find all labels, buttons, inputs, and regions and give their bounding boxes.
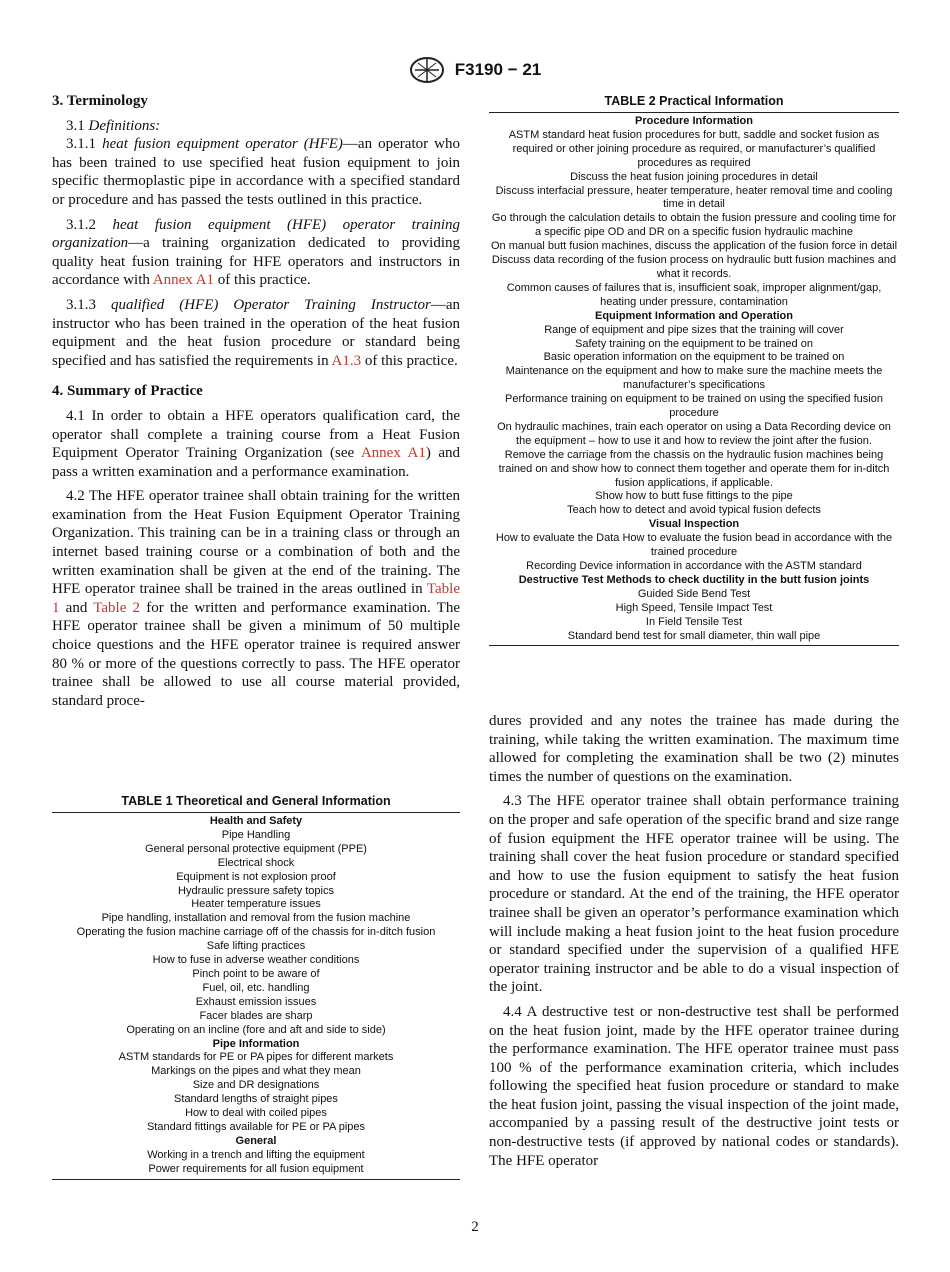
table-cell: How to deal with coiled pipes — [185, 1107, 327, 1120]
body-text: and — [59, 599, 94, 616]
definition-text: —a training organization dedicated to providing quality heat fusion training for HFE operators and instructors in accordance with — [52, 235, 460, 289]
table-cell: Exhaust emission issues — [195, 995, 317, 1008]
table-section-heading-row — [489, 574, 899, 588]
table-row — [52, 857, 460, 871]
table-cell: Discuss data recording of the fusion process on hydraulic butt fusion machines and what it records. — [491, 254, 897, 280]
defined-term: qualified (HFE) Operator Training Instructor — [110, 296, 431, 313]
definition-text: —an operator who has been trained to use specified heat fusion equipment to join specific thermoplastic pipe in accordance with a specified standard or procedure and has passed the tests outlined in this practice. — [52, 136, 460, 208]
table-cell: Discuss the heat fusion joining procedures in detail — [570, 170, 818, 183]
table-row — [52, 996, 460, 1010]
right-column — [489, 712, 899, 1170]
table-row — [52, 843, 460, 857]
table-section-heading-row — [52, 815, 460, 829]
paragraph-4-4: 4.4 A destructive test or non-destructive test shall be performed on the heat fusion joint, made by the HFE operator trainee during the performance examination. The HFE operator trainee must pass 100 % of the performance examination criteria, which includes following the specified heat fusion procedure or standard to make the heat fusion joint, passing the visual inspection of the joint made, accompanied by a passing result of the destructive joint tests or non-destructive tests (if approved by national codes or standards). The HFE operator — [489, 1003, 899, 1169]
table-cell: In Field Tensile Test — [645, 615, 743, 628]
table-row — [489, 129, 899, 171]
table-cell: On manual butt fusion machines, discuss the application of the fusion force in detail — [491, 240, 898, 253]
page-header — [0, 56, 950, 84]
section-4-heading: 4. Summary of Practice — [52, 383, 203, 400]
table-row — [52, 1093, 460, 1107]
table-section-heading: Pipe Information — [212, 1037, 300, 1050]
table-cell: Teach how to detect and avoid typical fusion defects — [567, 504, 821, 517]
table-section-heading-row — [52, 1038, 460, 1052]
table-row — [489, 393, 899, 421]
table-cell: Facer blades are sharp — [199, 1009, 313, 1022]
table-cell: Remove the carriage from the chassis on the hydraulic fusion machines being trained on and show how to connect them together and operate them for in-ditch fusion applications, if applicable. — [498, 448, 890, 489]
table-row — [489, 421, 899, 449]
table-cell: ASTM standard heat fusion procedures for butt, saddle and socket fusion as required or other joining procedure as required, or manufacturer’s qualified procedures as required — [508, 128, 880, 169]
table-row — [52, 885, 460, 899]
table-row — [52, 871, 460, 885]
table-row — [52, 912, 460, 926]
clause-number: 3.1.2 — [66, 216, 113, 233]
table-2 — [489, 112, 899, 646]
table-2-title: TABLE 2 Practical Information — [604, 94, 784, 108]
table-row — [489, 616, 899, 630]
table-row — [489, 449, 899, 491]
body-text: for the written and performance examination. The HFE operator trainee shall be given a minimum of 50 multiple choice questions and the HFE operator trainee is required answer 80 % or more of the questions correctly to pass. The HFE operator trainee shall be allowed to use all course material provided, standard proce- — [52, 599, 460, 709]
page-number: 2 — [471, 1219, 479, 1235]
paragraph-3-1-3 — [52, 296, 460, 370]
table-row — [52, 1121, 460, 1135]
annex-a1-link[interactable]: Annex A1 — [152, 272, 215, 289]
table-cell: Electrical shock — [217, 856, 295, 869]
table-cell: Standard fittings available for PE or PA pipes — [146, 1120, 366, 1133]
table-cell: Pipe handling, installation and removal from the fusion machine — [101, 912, 411, 925]
table-cell: Show how to butt fuse fittings to the pipe — [595, 490, 793, 503]
table-cell: Guided Side Bend Test — [637, 587, 751, 600]
table-cell: Equipment is not explosion proof — [176, 870, 336, 883]
table-cell: Recording Device information in accordance with the ASTM standard — [526, 560, 862, 572]
a1-3-link[interactable]: A1.3 — [331, 352, 362, 369]
table-cell: Go through the calculation details to obtain the fusion pressure and cooling time for a specific pipe OD and DR on a specific fusion hydraulic machine — [491, 212, 897, 239]
table-row — [52, 898, 460, 912]
table-row — [489, 282, 899, 310]
table-row — [489, 504, 899, 518]
defined-term: heat fusion equipment (HFE) operator training organization — [52, 216, 461, 252]
table-cell: Power requirements for all fusion equipment — [148, 1162, 364, 1175]
definition-text: of this practice. — [214, 272, 311, 289]
table-cell: Heater temperature issues — [191, 898, 321, 911]
table-row — [52, 940, 460, 954]
table-cell: Range of equipment and pipe sizes that the training will cover — [544, 323, 844, 336]
clause-label: Definitions: — [88, 117, 161, 134]
astm-logo-icon — [409, 56, 445, 84]
defined-term: heat fusion equipment operator (HFE) — [102, 136, 343, 153]
body-text: 4.2 The HFE operator trainee shall obtain training for the written examination from the Heat Fusion Equipment Operator Training Organization. This training can be in a training class or through an internet based training course or a combination of both and the written examination shall be given at the end of the training. The HFE operator trainee shall be trained in the areas outlined in — [52, 488, 460, 598]
table-cell: Pinch point to be aware of — [192, 967, 320, 980]
table-cell: Pipe Handling — [221, 828, 291, 841]
table-row — [489, 630, 899, 644]
table-row — [52, 1065, 460, 1079]
annex-a1-link[interactable]: Annex A1 — [360, 445, 426, 462]
table-row — [52, 954, 460, 968]
table-row — [52, 1010, 460, 1024]
table-section-heading: Destructive Test Methods to check ductility in the butt fusion joints — [518, 573, 870, 586]
table-row — [489, 560, 899, 574]
paragraph-4-2-continued: dures provided and any notes the trainee has made during the training, while taking the written examination. The maximum time allowed for completing the examination shall be two (2) minutes times the number of questions on the examination. — [489, 713, 899, 785]
table-row — [489, 324, 899, 338]
table-row — [489, 351, 899, 365]
clause-number: 3.1.3 — [66, 296, 111, 313]
table-row — [52, 1079, 460, 1093]
table-cell: Operating the fusion machine carriage off of the chassis for in-ditch fusion — [76, 926, 436, 939]
table-row — [52, 829, 460, 843]
paragraph-4-3: 4.3 The HFE operator trainee shall obtain performance training on the proper and safe operation of the specific brand and size range of fusion equipment the HFE operator trainee will be using. The training shall cover the heat fusion procedure or standard specified and how to use the fusion equipment to satisfy the heat fusion procedure or standard. At the end of the training, the HFE operator trainee shall be given an operator’s performance examination which will include making a heat fusion joint to the heat fusion procedure or standard specified under the supervision of a qualified HFE operator training instructor and be able to do a visual inspection of the joint. — [489, 793, 899, 996]
table-row — [489, 532, 899, 560]
table-cell: Size and DR designations — [192, 1079, 320, 1092]
table-section-heading-row — [489, 310, 899, 324]
left-column — [52, 92, 460, 710]
table-row — [489, 240, 899, 254]
table-cell: Common causes of failures that is, insufficient soak, improper alignment/gap, heating under pressure, contamination — [506, 281, 882, 308]
table-2-link[interactable]: Table 2 — [93, 599, 141, 616]
table-cell: ASTM standards for PE or PA pipes for different markets — [118, 1051, 394, 1064]
clause-number: 3.1.1 — [66, 136, 103, 153]
table-row — [489, 588, 899, 602]
table-row — [489, 490, 899, 504]
table-row — [52, 1024, 460, 1038]
definition-text: —an instructor who has been trained in the operation of the heat fusion equipment and the heat fusion procedure or standard being specified and has satisfied the requirements in — [52, 296, 460, 369]
table-cell: How to evaluate the Data How to evaluate the fusion bead in accordance with the trained procedure — [495, 532, 893, 559]
paragraph-3-1-2 — [52, 216, 460, 290]
table-cell: General personal protective equipment (PPE) — [145, 842, 367, 855]
table-row — [489, 185, 899, 213]
table-section-heading-row — [489, 518, 899, 532]
paragraph-4-1 — [52, 407, 460, 481]
paragraph-4-2 — [52, 487, 460, 710]
table-section-heading: Health and Safety — [209, 815, 303, 827]
table-section-heading: Visual Inspection — [648, 518, 740, 531]
table-row — [52, 1163, 460, 1177]
table-1-link[interactable]: Table 1 — [52, 581, 460, 616]
table-cell: Standard bend test for small diameter, thin wall pipe — [567, 629, 821, 642]
table-cell: Working in a trench and lifting the equipment — [147, 1148, 365, 1161]
table-row — [489, 602, 899, 616]
table-cell: How to fuse in adverse weather conditions — [152, 954, 360, 967]
table-row — [52, 982, 460, 996]
table-row — [489, 212, 899, 240]
table-1-title: TABLE 1 Theoretical and General Information — [121, 794, 391, 808]
table-section-heading: Equipment Information and Operation — [595, 309, 793, 322]
table-cell: Maintenance on the equipment and how to make sure the machine meets the manufacturer’s specifications — [505, 365, 883, 392]
section-3-heading: 3. Terminology — [52, 93, 148, 109]
table-cell: Discuss interfacial pressure, heater temperature, heater removal time and cooling time in detail — [495, 184, 893, 211]
table-row — [489, 171, 899, 185]
table-row — [489, 365, 899, 393]
clause-number: 3.1 — [66, 117, 89, 134]
body-text: ) and pass a written examination and a performance examination. — [52, 445, 460, 480]
table-row — [52, 1149, 460, 1163]
table-section-heading-row — [52, 1135, 460, 1149]
table-cell: Markings on the pipes and what they mean — [151, 1065, 361, 1078]
table-cell: Basic operation information on the equipment to be trained on — [543, 351, 845, 364]
table-row — [489, 254, 899, 282]
table-cell: Hydraulic pressure safety topics — [178, 884, 334, 897]
table-row — [489, 338, 899, 352]
table-cell: High Speed, Tensile Impact Test — [615, 601, 773, 614]
paragraph-3-1-1 — [52, 135, 460, 209]
table-cell: Safe lifting practices — [206, 940, 306, 953]
table-1 — [52, 812, 460, 1180]
table-row — [52, 1051, 460, 1065]
table-row — [52, 968, 460, 982]
table-cell: Performance training on equipment to be trained on using the specified fusion procedure — [505, 393, 883, 420]
table-section-heading: Procedure Information — [635, 115, 753, 127]
table-cell: Standard lengths of straight pipes — [174, 1093, 338, 1106]
table-cell: Operating on an incline (fore and aft and side to side) — [126, 1023, 386, 1036]
table-row — [52, 926, 460, 940]
body-text: 4.1 In order to obtain a HFE operators qualification card, the operator shall complete a training course from a Heat Fusion Equipment Operator Training Organization (see — [52, 407, 460, 462]
table-row — [52, 1107, 460, 1121]
table-section-heading: General — [235, 1134, 277, 1147]
definition-text: of this practice. — [361, 352, 458, 369]
table-cell: On hydraulic machines, train each operator on using a Data Recording device on the equipment – how to use it and how to review the joint after the fusion. — [497, 420, 891, 447]
document-designation: F3190 − 21 — [454, 60, 542, 79]
table-section-heading-row — [489, 115, 899, 129]
table-cell: Fuel, oil, etc. handling — [202, 981, 310, 994]
table-cell: Safety training on the equipment to be trained on — [575, 337, 813, 350]
paragraph-3-1 — [52, 117, 460, 136]
